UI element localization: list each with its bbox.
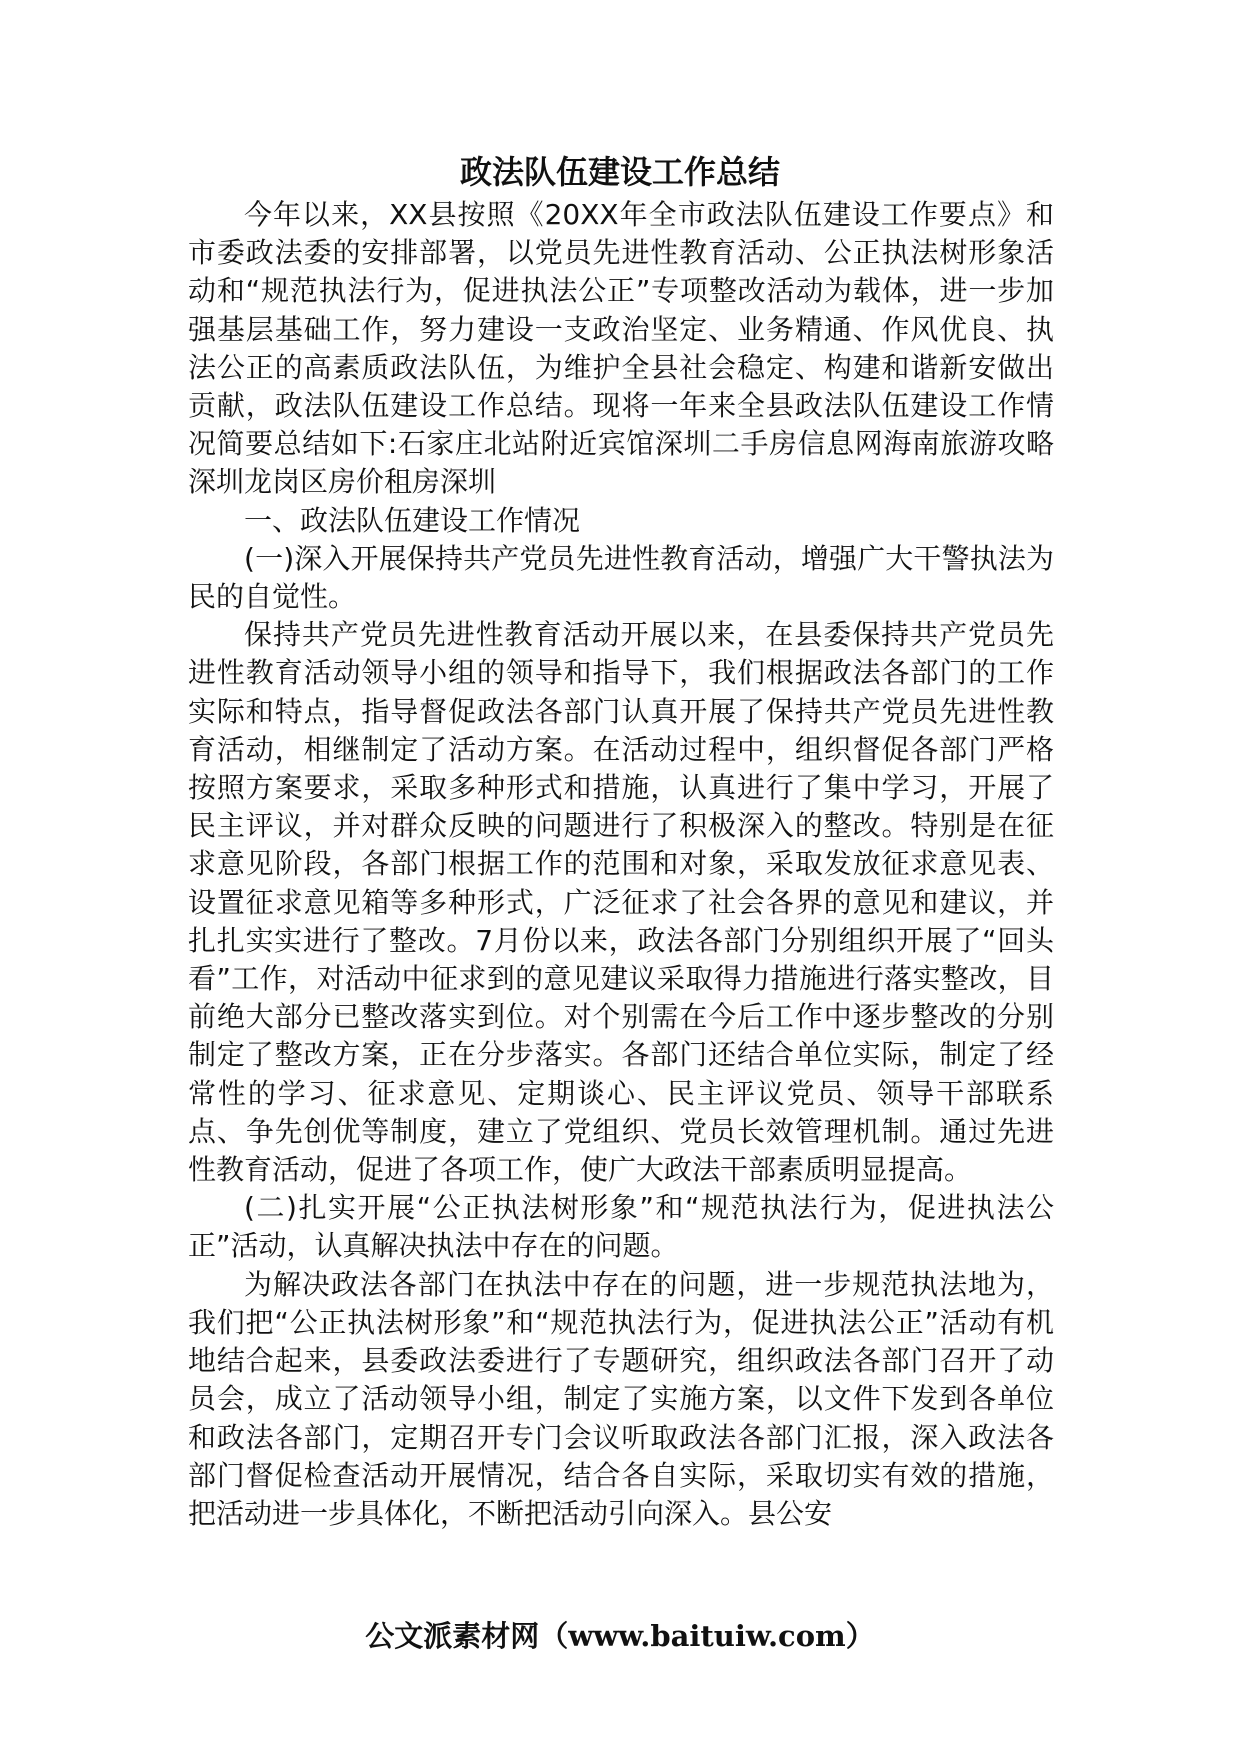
- paragraph-intro: 今年以来，XX县按照《20XX年全市政法队伍建设工作要点》和市委政法委的安排部署，以党员先进性教育活动、公正执法树形象活动和“规范执法行为，促进执法公正”专项整改活动为载体，进一步加强基层基础工作，努力建设一支政治坚定、业务精通、作风优良、执法公正的高素质政法队伍，为维护全县社会稳定、构建和谐新安做出贡献，政法队伍建设工作总结。现将一年来全县政法队伍建设工作情况简要总结如下:石家庄北站附近宾馆深圳二手房信息网海南旅游攻略深圳龙岗区房价租房深圳: [188, 198, 1054, 499]
- subsection-heading-1: (一)深入开展保持共产党员先进性教育活动，增强广大干警执法为民的自觉性。: [188, 541, 1054, 614]
- document-title: 政法队伍建设工作总结: [459, 153, 780, 191]
- document-body: [188, 196, 1054, 1533]
- footer-watermark: 公文派素材网（www.baituiw.com）: [365, 1619, 875, 1653]
- paragraph-education-activity: 保持共产党员先进性教育活动开展以来，在县委保持共产党员先进性教育活动领导小组的领导和指导下，我们根据政法各部门的工作实际和特点，指导督促政法各部门认真开展了保持共产党员先进性教育活动，相继制定了活动方案。在活动过程中，组织督促各部门严格按照方案要求，采取多种形式和措施，认真进行了集中学习，开展了民主评议，并对群众反映的问题进行了积极深入的整改。特别是在征求意见阶段，各部门根据工作的范围和对象，采取发放征求意见表、设置征求意见箱等多种形式，广泛征求了社会各界的意见和建议，并扎扎实实进行了整改。7月份以来，政法各部门分别组织开展了“回头看”工作，对活动中征求到的意见建议采取得力措施进行落实整改，目前绝大部分已整改落实到位。对个别需在今后工作中逐步整改的分别制定了整改方案，正在分步落实。各部门还结合单位实际，制定了经常性的学习、征求意见、定期谈心、民主评议党员、领导干部联系点、争先创优等制度，建立了党组织、党员长效管理机制。通过先进性教育活动，促进了各项工作，使广大政法干部素质明显提高。: [188, 618, 1054, 1187]
- subsection-heading-2: (二)扎实开展“公正执法树形象”和“规范执法行为，促进执法公正”活动，认真解决执法中存在的问题。: [188, 1191, 1054, 1263]
- paragraph-law-enforcement: 为解决政法各部门在执法中存在的问题，进一步规范执法地为，我们把“公正执法树形象”和“规范执法行为，促进执法公正”活动有机地结合起来，县委政法委进行了专题研究，组织政法各部门召开了动员会，成立了活动领导小组，制定了实施方案，以文件下发到各单位和政法各部门，定期召开专门会议听取政法各部门汇报，深入政法各部门督促检查活动开展情况，结合各自实际，采取切实有效的措施，把活动进一步具体化，不断把活动引向深入。县公安: [188, 1267, 1054, 1530]
- section-heading-1: 一、政法队伍建设工作情况: [244, 503, 581, 537]
